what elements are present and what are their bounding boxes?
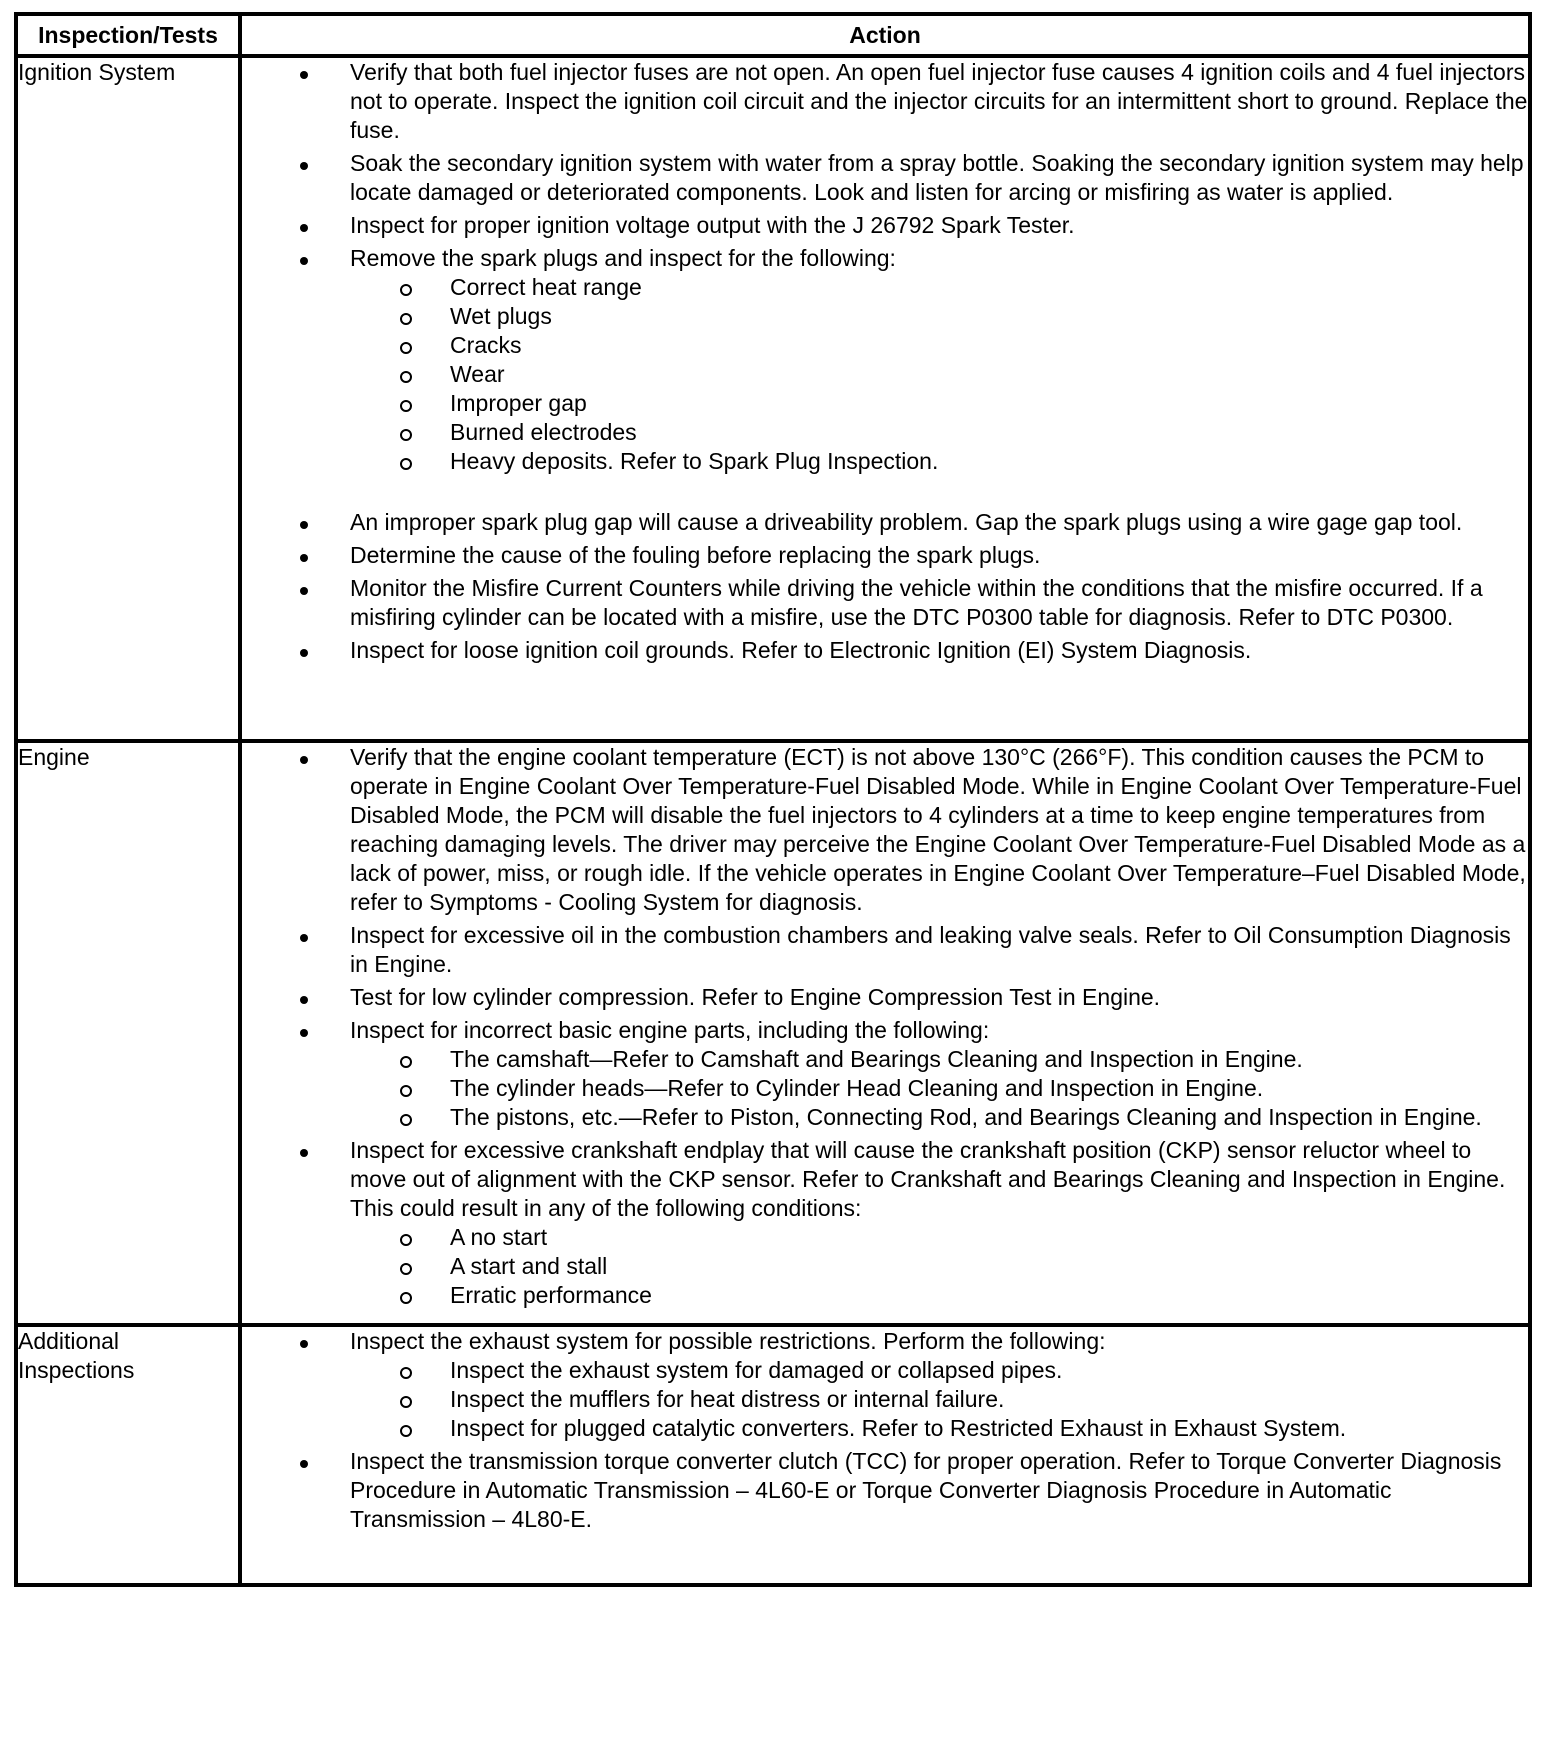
sub-list-item: The pistons, etc.—Refer to Piston, Connecting Rod, and Bearings Cleaning and Inspection in Engine. (350, 1103, 1528, 1132)
bullet-icon (300, 257, 308, 265)
row-category: Additional Inspections (16, 1325, 240, 1585)
bullet-icon (300, 521, 308, 529)
list-item: Inspect the exhaust system for possible restrictions. Perform the following: Inspect the exhaust system for damaged or collapsed pipes. Inspect the mufflers for heat distress or internal failure. Inspect for plugged catalytic converters. Refer to Restricted Exhaust in Exhaust System. (242, 1327, 1528, 1443)
row-category: Ignition System (16, 56, 240, 741)
bullet-icon (300, 756, 308, 764)
bullet-icon (300, 996, 308, 1004)
bullet-icon (300, 587, 308, 595)
circle-bullet-icon (400, 1292, 412, 1304)
sub-list-item: Correct heat range (350, 273, 1528, 302)
list-item: An improper spark plug gap will cause a driveability problem. Gap the spark plugs using a wire gage gap tool. (242, 508, 1528, 537)
sub-list-item: A start and stall (350, 1252, 1528, 1281)
diagnostic-table (14, 12, 1532, 1587)
circle-bullet-icon (400, 1085, 412, 1097)
sub-list-item: A no start (350, 1223, 1528, 1252)
table-row (16, 1325, 1530, 1585)
sub-list-item: Inspect for plugged catalytic converters. Refer to Restricted Exhaust in Exhaust System. (350, 1414, 1528, 1443)
sub-list-item: The cylinder heads—Refer to Cylinder Head Cleaning and Inspection in Engine. (350, 1074, 1528, 1103)
circle-bullet-icon (400, 1425, 412, 1437)
list-item: Inspect for excessive crankshaft endplay that will cause the crankshaft position (CKP) sensor reluctor wheel to move out of alignment with the CKP sensor. Refer to Crankshaft and Bearings Cleaning and Inspection in Engine. This could result in any of the following conditions: A no start A start and stall Erratic performance (242, 1136, 1528, 1310)
table-row (16, 56, 1530, 741)
sub-list-item: Inspect the exhaust system for damaged or collapsed pipes. (350, 1356, 1528, 1385)
circle-bullet-icon (400, 371, 412, 383)
row-actions (240, 741, 1530, 1325)
list-item: Inspect for proper ignition voltage output with the J 26792 Spark Tester. (242, 211, 1528, 240)
list-item: Inspect the transmission torque converter clutch (TCC) for proper operation. Refer to Torque Converter Diagnosis Procedure in Automatic Transmission – 4L60-E or Torque Converter Diagnosis Procedure in Automatic Transmission – 4L80-E. (242, 1447, 1528, 1534)
list-item: Soak the secondary ignition system with water from a spray bottle. Soaking the secondary ignition system may help locate damaged or deteriorated components. Look and listen for arcing or misfiring as water is applied. (242, 149, 1528, 207)
circle-bullet-icon (400, 1263, 412, 1275)
list-item: Remove the spark plugs and inspect for the following: Correct heat range Wet plugs Cracks Wear Improper gap Burned electrodes Heavy deposits. Refer to Spark Plug Inspection. (242, 244, 1528, 504)
sub-list-item: Wear (350, 360, 1528, 389)
sub-list-item: Wet plugs (350, 302, 1528, 331)
row-actions (240, 1325, 1530, 1585)
circle-bullet-icon (400, 458, 412, 470)
circle-bullet-icon (400, 1367, 412, 1379)
sub-list-item: Inspect the mufflers for heat distress or internal failure. (350, 1385, 1528, 1414)
list-item: Inspect for excessive oil in the combustion chambers and leaking valve seals. Refer to Oil Consumption Diagnosis in Engine. (242, 921, 1528, 979)
circle-bullet-icon (400, 284, 412, 296)
list-item: Inspect for loose ignition coil grounds. Refer to Electronic Ignition (EI) System Diagnosis. (242, 636, 1528, 665)
bullet-icon (300, 1340, 308, 1348)
circle-bullet-icon (400, 400, 412, 412)
bullet-icon (300, 554, 308, 562)
circle-bullet-icon (400, 1056, 412, 1068)
bullet-icon (300, 649, 308, 657)
header-row (16, 14, 1530, 56)
row-category: Engine (16, 741, 240, 1325)
bullet-icon (300, 934, 308, 942)
bullet-icon (300, 1460, 308, 1468)
header-inspection-tests: Inspection/Tests (16, 14, 240, 56)
sub-list-item: Improper gap (350, 389, 1528, 418)
circle-bullet-icon (400, 429, 412, 441)
circle-bullet-icon (400, 1234, 412, 1246)
list-item: Determine the cause of the fouling before replacing the spark plugs. (242, 541, 1528, 570)
sub-list-item: Heavy deposits. Refer to Spark Plug Inspection. (350, 447, 1528, 476)
list-item: Test for low cylinder compression. Refer to Engine Compression Test in Engine. (242, 983, 1528, 1012)
circle-bullet-icon (400, 1114, 412, 1126)
list-item: Verify that the engine coolant temperature (ECT) is not above 130°C (266°F). This condition causes the PCM to operate in Engine Coolant Over Temperature-Fuel Disabled Mode. While in Engine Coolant Over Temperature-Fuel Disabled Mode, the PCM will disable the fuel injectors to 4 cylinders at a time to keep engine temperatures from reaching damaging levels. The driver may perceive the Engine Coolant Over Temperature-Fuel Disabled Mode as a lack of power, miss, or rough idle. If the vehicle operates in Engine Coolant Over Temperature–Fuel Disabled Mode, refer to Symptoms - Cooling System for diagnosis. (242, 743, 1528, 917)
sub-list-item: The camshaft—Refer to Camshaft and Bearings Cleaning and Inspection in Engine. (350, 1045, 1528, 1074)
list-item: Monitor the Misfire Current Counters while driving the vehicle within the conditions that the misfire occurred. If a misfiring cylinder can be located with a misfire, use the DTC P0300 table for diagnosis. Refer to DTC P0300. (242, 574, 1528, 632)
bullet-icon (300, 162, 308, 170)
circle-bullet-icon (400, 313, 412, 325)
sub-list-item: Erratic performance (350, 1281, 1528, 1310)
bullet-icon (300, 71, 308, 79)
bullet-icon (300, 1029, 308, 1037)
bullet-icon (300, 1149, 308, 1157)
sub-list-item: Cracks (350, 331, 1528, 360)
table-row (16, 741, 1530, 1325)
row-actions (240, 56, 1530, 741)
list-item: Inspect for incorrect basic engine parts, including the following: The camshaft—Refer to Camshaft and Bearings Cleaning and Inspection in Engine. The cylinder heads—Refer to Cylinder Head Cleaning and Inspection in Engine. The pistons, etc.—Refer to Piston, Connecting Rod, and Bearings Cleaning and Inspection in Engine. (242, 1016, 1528, 1132)
sub-list-item: Burned electrodes (350, 418, 1528, 447)
bullet-icon (300, 224, 308, 232)
circle-bullet-icon (400, 342, 412, 354)
list-item: Verify that both fuel injector fuses are not open. An open fuel injector fuse causes 4 ignition coils and 4 fuel injectors not to operate. Inspect the ignition coil circuit and the injector circuits for an intermittent short to ground. Replace the fuse. (242, 58, 1528, 145)
circle-bullet-icon (400, 1396, 412, 1408)
header-action: Action (240, 14, 1530, 56)
